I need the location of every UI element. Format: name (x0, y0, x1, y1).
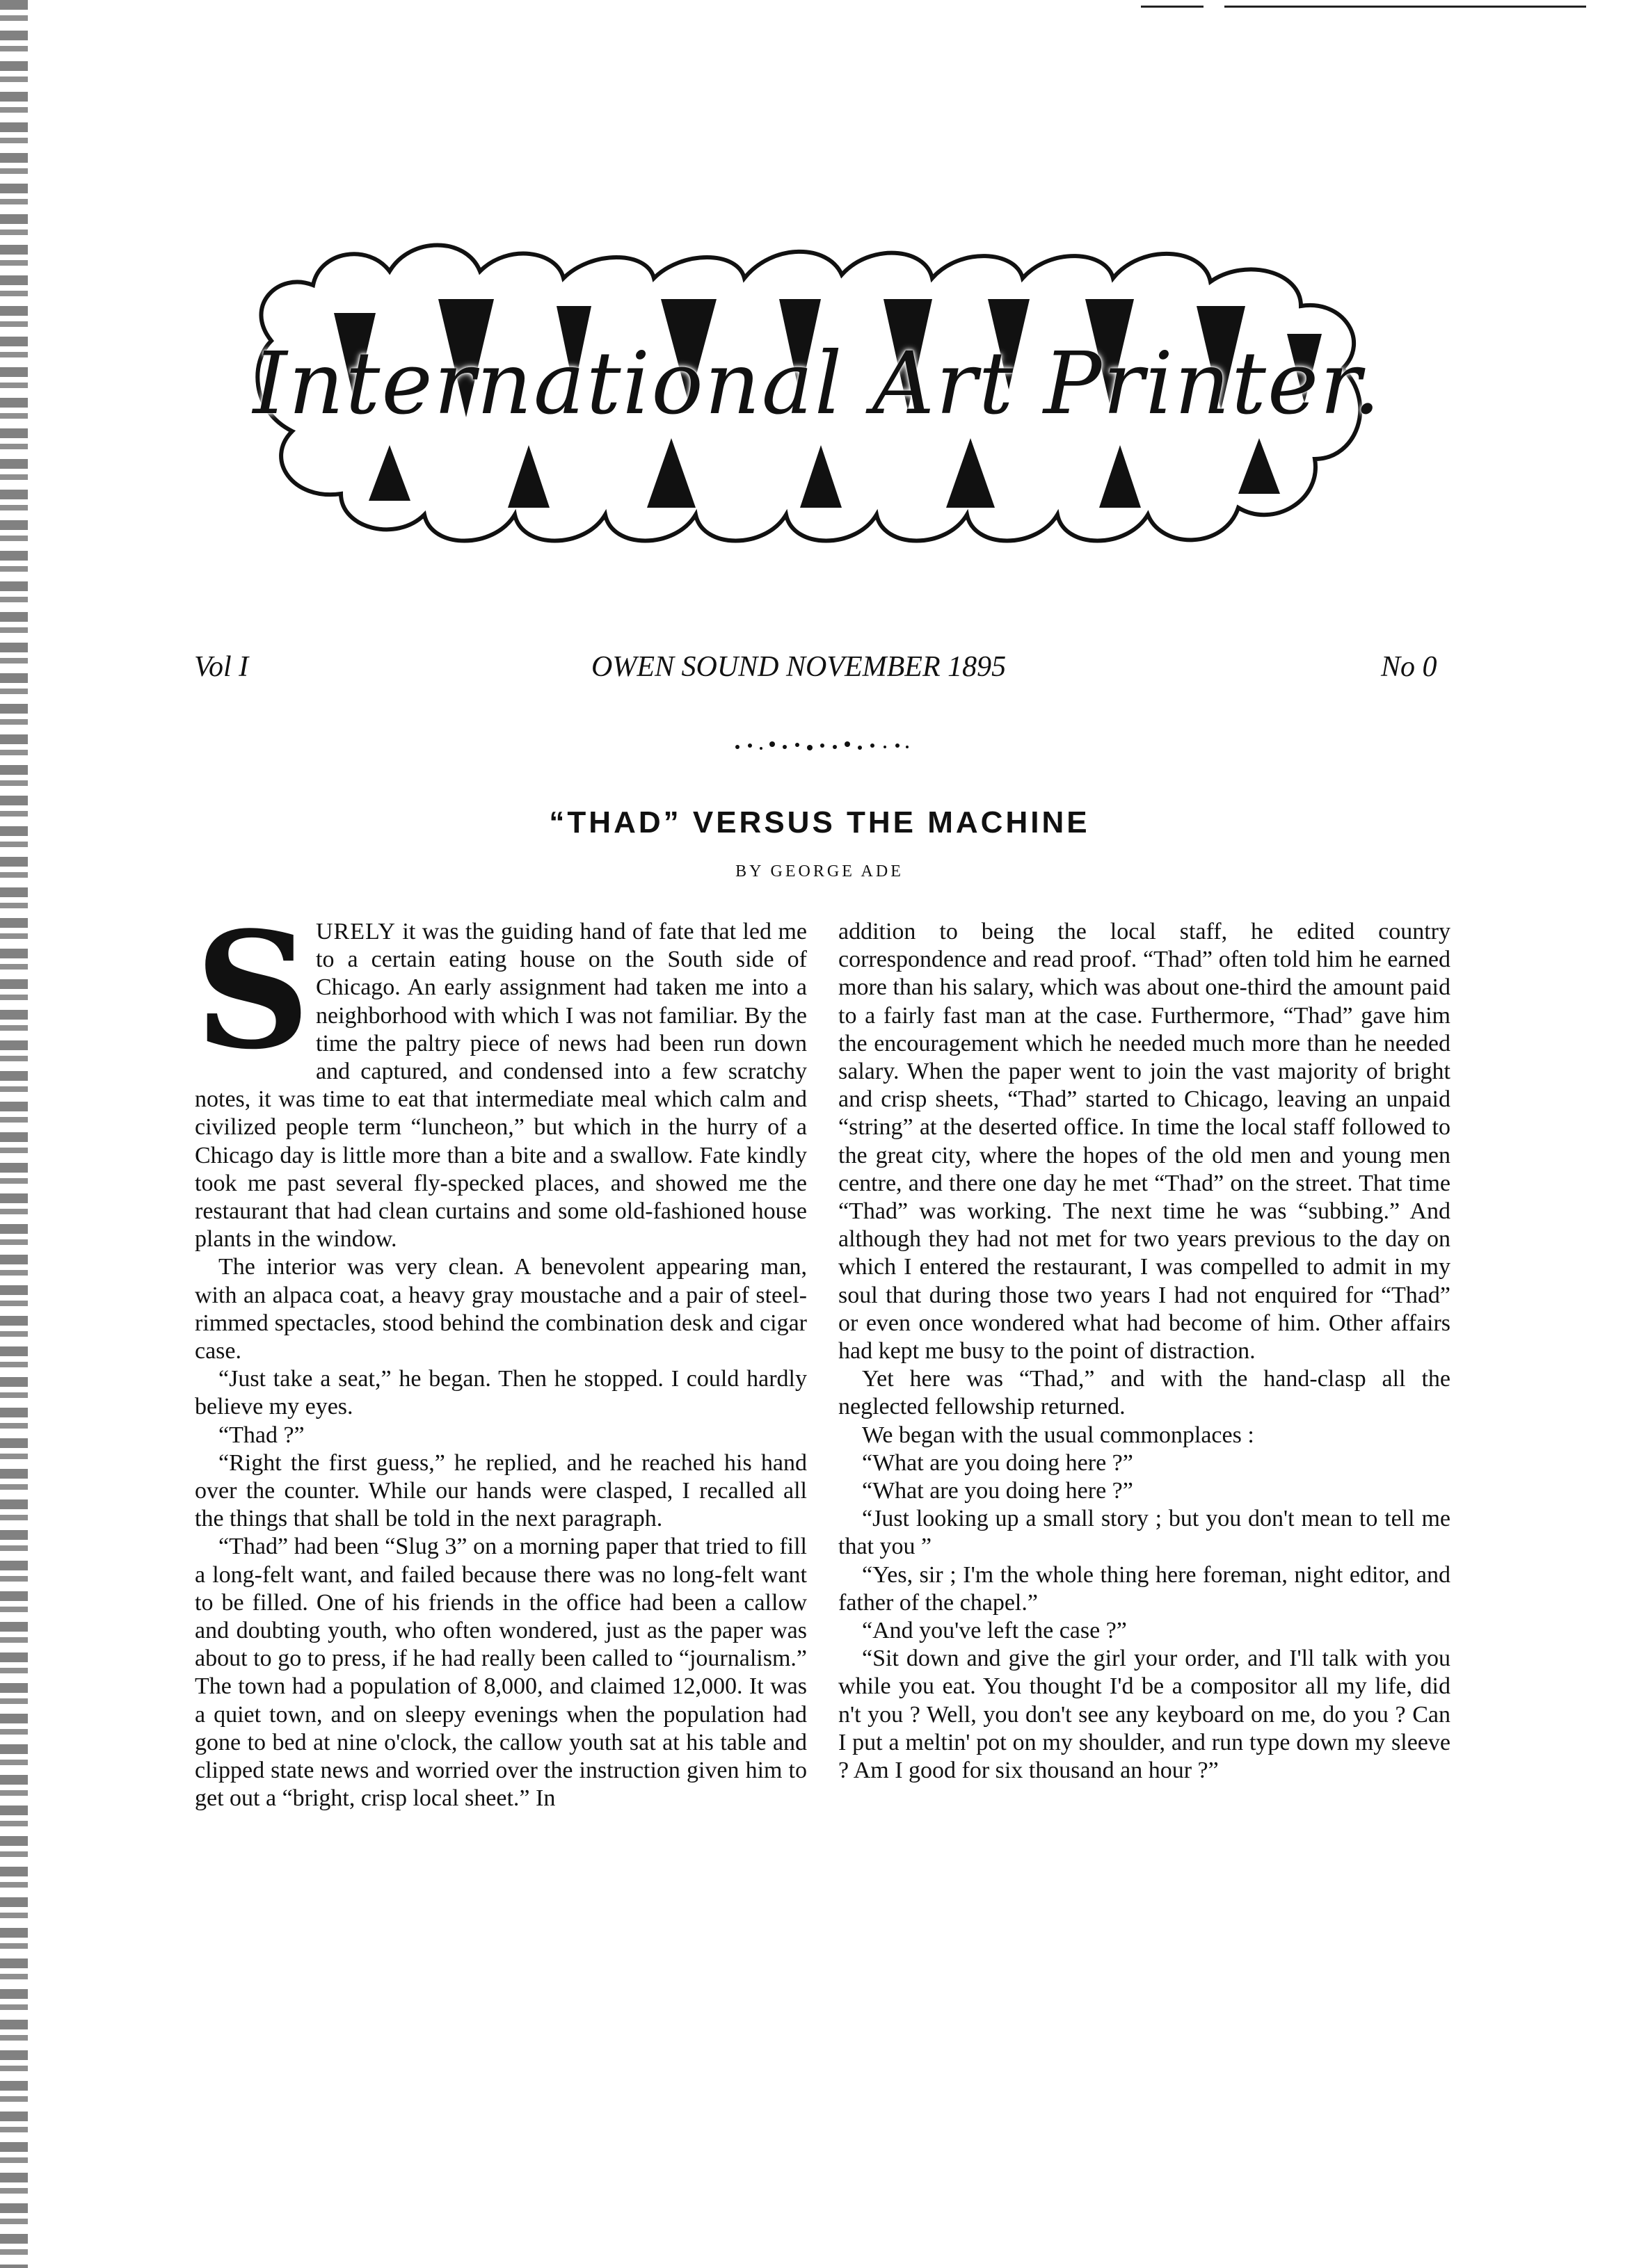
issue-line (0, 650, 1639, 692)
article-column-right (838, 918, 1450, 1785)
article-paragraph: “And you've left the case ?” (862, 1618, 1127, 1644)
article-paragraph: “Thad” had been “Slug 3” on a morning paper that tried to fill a long-felt want, and failed because there was no long-felt want to be filled. One of his friends in the office had been a callow and doubting youth, who often wondered, just as the paper was about to go to press, if he had really been called to “journalism.” The town had a population of 8,000, and claimed 12,000. It was a quiet town, and on sleepy evenings when the population had gone to bed at nine o'clock, the callow youth sat at his table and clipped state news and worried over the instruction given him to get out a “bright, crisp local sheet.” In (195, 1534, 807, 1812)
article-paragraph: “Right the first guess,” he replied, and he reached his hand over the counter. While our hands were clasped, I recalled all the things that shall be told in the next paragraph. (195, 1449, 807, 1532)
article-paragraph: “What are you doing here ?” (862, 1478, 1133, 1504)
top-rule-left (1141, 6, 1204, 8)
top-rule-right (1224, 6, 1586, 8)
article-paragraph: “Sit down and give the girl your order, and I'll talk with you while you eat. You thought I'd be a compositor all my life, did n't you ? Well, you don't see any keyboard on me, do you ? Can I put a meltin' pot on my shoulder, and run type down my sleeve ? Am I good for six thousand an hour ?” (838, 1646, 1450, 1784)
volume-number: Vol I (194, 651, 249, 683)
article-byline: BY GEORGE ADE (735, 862, 904, 880)
article-paragraph: “Just looking up a small story ; but you don't mean to tell me that you ” (838, 1506, 1450, 1560)
article-paragraph: “Thad ?” (218, 1422, 305, 1448)
decorative-rule-ornament (730, 736, 911, 757)
masthead-title: International Art Printer. (253, 334, 1382, 434)
lead-word: URELY (316, 919, 396, 944)
paragraph-text: it was the guiding hand of fate that led me to a certain eating house on the South side of Chicago. An early assignment had taken me into a neighborhood with which I was not familiar. By the time the paltry piece of news had been run down and captured, and condensed into a few scratchy notes, it was time to eat that intermediate meal which calm and civilized people term “luncheon,” but which in the hurry of a Chicago day is little more than a bite and a swallow. Fate kindly took me past several fly-specked places, and showed me the restaurant that had clean curtains and some old-fashioned house plants in the window. (195, 919, 807, 1253)
article-paragraph: “Just take a seat,” he began. Then he stopped. I could hardly believe my eyes. (195, 1366, 807, 1420)
page-binding-edge (0, 0, 28, 2268)
article-paragraph: The interior was very clean. A benevolent appearing man, with an alpaca coat, a heavy gray moustache and a pair of steel-rimmed spectacles, stood behind the combination desk and cigar case. (195, 1254, 807, 1365)
article-paragraph: addition to being the local staff, he edited country correspondence and read proof. “Thad” often told him he earned more than his salary, which was about one-third the amount paid to a fairly fast man at the case. Furthermore, “Thad” gave him the encouragement which he needed much more than he needed salary. When the paper went to join the vast majority of bright and crisp sheets, “Thad” started to Chicago, leaving an unpaid “string” at the deserted office. In time the local staff followed to the great city, where the hopes of the old men and young men centre, and there one day he met “Thad” on the street. That time “Thad” was working. The next time he was “subbing.” And although they had not met for two years previous to the day on which I entered the restaurant, I was compelled to admit in my soul that during those two years I had not enquired for “Thad” or even once wondered what had become of him. Other affairs had kept me busy to the point of distraction. (838, 919, 1450, 1365)
article-paragraph (195, 897, 807, 1253)
place-and-date: OWEN SOUND NOVEMBER 1895 (591, 651, 1007, 683)
article-paragraph: Yet here was “Thad,” and with the hand-clasp all the neglected fellowship returned. (838, 1366, 1450, 1420)
article-paragraph: We began with the usual commonplaces : (862, 1422, 1254, 1448)
drop-cap: S (195, 897, 311, 1085)
article-headline: “THAD” VERSUS THE MACHINE (549, 805, 1090, 839)
article-paragraph: “What are you doing here ?” (862, 1449, 1133, 1476)
article-column-left (195, 897, 807, 1813)
issue-number: No 0 (1381, 651, 1437, 683)
masthead (230, 195, 1405, 598)
article-paragraph: “Yes, sir ; I'm the whole thing here foreman, night editor, and father of the chapel.” (838, 1561, 1450, 1616)
